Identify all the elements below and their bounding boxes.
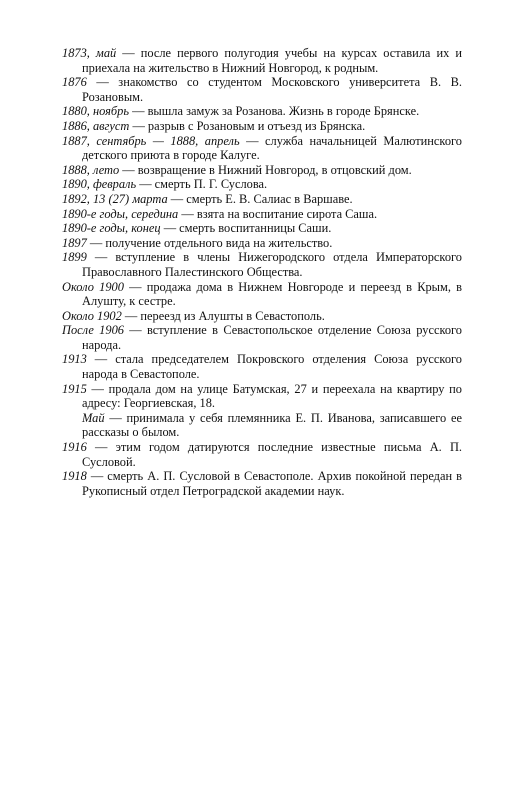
entry-text: — вступление в члены Нижегородского отдела Императорского Православного Палестинского Общества. xyxy=(82,250,462,279)
entry-date: 1890-е годы, конец xyxy=(62,221,161,236)
chronology-entry xyxy=(62,469,462,498)
chronology-entry xyxy=(62,280,462,309)
chronology-entry xyxy=(62,134,462,163)
entry-date: Около 1900 xyxy=(62,279,124,294)
chronology-entry xyxy=(62,250,462,279)
entry-text: — знакомство со студентом Московского университета В. В. Розановым. xyxy=(82,75,462,104)
chronology-entry xyxy=(62,352,462,381)
entry-date: 1913 xyxy=(62,352,87,367)
entry-date: Около 1902 xyxy=(62,308,122,323)
entry-text: — служба начальницей Малютинского детского приюта в городе Калуге. xyxy=(82,133,462,163)
chronology-entry xyxy=(62,163,462,178)
chronology-entry xyxy=(62,119,462,134)
entry-date: 1886, август xyxy=(62,118,130,133)
chronology-entry xyxy=(62,46,462,75)
entry-text: — переезд из Алушты в Севастополь. xyxy=(121,308,325,323)
chronology-entry xyxy=(62,192,462,207)
entry-date: 1897 xyxy=(62,235,87,250)
entry-text: — смерть А. П. Сусловой в Севастополе. Архив покойной передан в Рукописный отдел Петроградской академии наук. xyxy=(82,469,462,498)
chronology-entry xyxy=(62,236,462,251)
chronology-entry xyxy=(62,75,462,104)
chronology-text-block xyxy=(62,46,462,498)
entry-date: 1876 xyxy=(62,75,87,90)
entry-text: — вышла замуж за Розанова. Жизнь в городе Брянске. xyxy=(128,104,420,119)
entry-date: После 1906 xyxy=(62,323,124,338)
chronology-entry xyxy=(62,221,462,236)
chronology-entry xyxy=(62,440,462,469)
entry-date: 1892, 13 (27) марта xyxy=(62,191,168,206)
entry-date: 1873, май xyxy=(62,46,117,60)
chronology-entry xyxy=(62,309,462,324)
entry-date: 1890-е годы, середина xyxy=(62,206,179,221)
chronology-entry xyxy=(62,207,462,222)
entry-date: 1915 xyxy=(62,381,87,396)
chronology-subentry xyxy=(62,411,462,440)
entry-text: — взята на воспитание сирота Саша. xyxy=(178,206,378,221)
entry-text: — после первого полугодия учебы на курсах оставила их и приехала на жительство в Нижний Новгород, к родным. xyxy=(82,46,462,75)
entry-text: — стала председателем Покровского отделения Союза русского народа в Севастополе. xyxy=(82,352,462,382)
entry-date: 1887, сентябрь — 1888, апрель xyxy=(62,133,240,148)
chronology-entry xyxy=(62,323,462,352)
entry-text: — продажа дома в Нижнем Новгороде и переезд в Крым, в Алушту, к сестре. xyxy=(82,279,462,309)
entry-date: 1890, февраль xyxy=(62,177,137,192)
chronology-entry xyxy=(62,177,462,192)
entry-text: — смерть Е. В. Салиас в Варшаве. xyxy=(167,191,353,206)
entry-date: 1888, лето xyxy=(62,162,120,177)
entry-text: — получение отдельного вида на жительство. xyxy=(86,235,333,250)
entry-date: 1918 xyxy=(62,469,87,484)
entry-text: — разрыв с Розановым и отъезд из Брянска. xyxy=(129,118,366,133)
entry-date: Май xyxy=(82,410,105,425)
entry-text: — продала дом на улице Батумская, 27 и переехала на квартиру по адресу: Георгиевская, 18. xyxy=(82,381,462,411)
entry-date: 1916 xyxy=(62,440,87,455)
chronology-entry xyxy=(62,382,462,411)
entry-date: 1880, ноябрь xyxy=(62,104,129,119)
entry-text: — этим годом датируются последние известные письма А. П. Сусловой. xyxy=(82,440,462,469)
entry-text: — возвращение в Нижний Новгород, в отцовский дом. xyxy=(119,162,412,177)
entry-text: — вступление в Севастопольское отделение Союза русского народа. xyxy=(82,323,462,352)
entry-text: — смерть П. Г. Суслова. xyxy=(136,177,268,192)
entry-text: — смерть воспитанницы Саши. xyxy=(160,221,332,236)
entry-text: — принимала у себя племянника Е. П. Иванова, записавшего ее рассказы о былом. xyxy=(82,410,462,440)
chronology-entry xyxy=(62,104,462,119)
entry-date: 1899 xyxy=(62,250,87,265)
